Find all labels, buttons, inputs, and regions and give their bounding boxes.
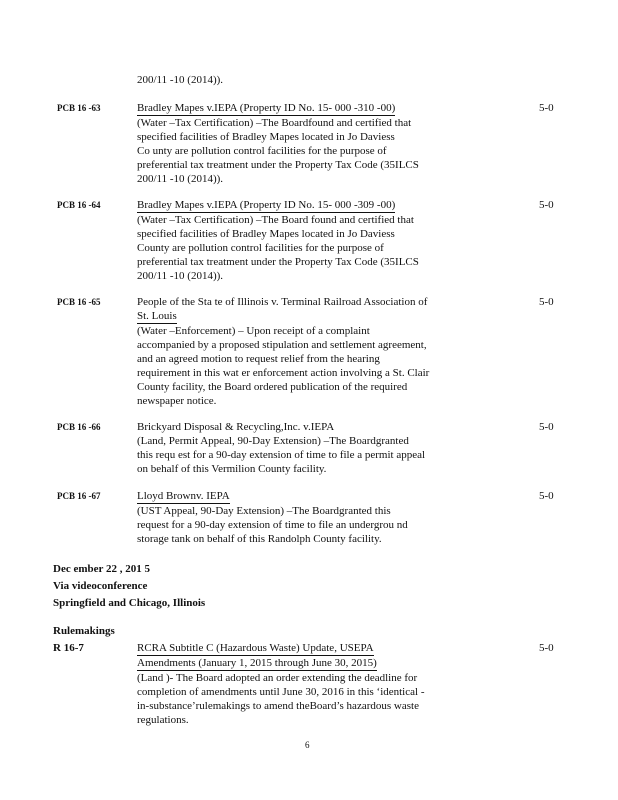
case-description: (Water –Tax Certification) –The Board found and certified that specified facilities of Bradley Mapes located in Jo Daviess County are pollution control facilities for the purpose of preferential tax treatment under the Property Tax Code (35ILCS 200/11 -10 (2014)).: [137, 214, 419, 282]
rulemaking-number: R 16-7: [53, 642, 84, 654]
case-description: (UST Appeal, 90-Day Extension) –The Boardgranted this request for a 90-day extension of time to file an undergrou nd storage tank on behalf of this Randolph County facility.: [137, 505, 408, 545]
case-title: Brickyard Disposal & Recycling,Inc. v.IEPA: [137, 421, 335, 433]
case-description: (Water –Tax Certification) –The Boardfound and certified that specified facilities of Bradley Mapes located in Jo Daviess Co unty are pollution control facilities for the purpose of preferential tax treatment under the Property Tax Code (35ILCS 200/11 -10 (2014)).: [137, 117, 419, 185]
meeting-header: [53, 561, 205, 612]
rulemaking-title-line2: Amendments (January 1, 2015 through June 30, 2015): [137, 657, 377, 669]
vote-count: 5-0: [539, 421, 554, 433]
case-title: St. Louis: [137, 310, 177, 322]
case-title: Bradley Mapes v.IEPA (Property ID No. 15- 000 -309 -00): [137, 199, 396, 211]
vote-count: 5-0: [539, 490, 554, 502]
meeting-via: Via videoconference: [53, 580, 148, 592]
case-number: PCB 16 -64: [57, 200, 101, 210]
case-number: PCB 16 -66: [57, 422, 101, 432]
continuation-text: 200/11 -10 (2014)).: [137, 74, 224, 86]
case-number: PCB 16 -63: [57, 103, 101, 113]
case-title: Bradley Mapes v.IEPA (Property ID No. 15- 000 -310 -00): [137, 102, 396, 114]
case-title: Lloyd Brownv. IEPA: [137, 490, 230, 502]
page-number: 6: [305, 740, 310, 750]
meeting-location: Springfield and Chicago, Illinois: [53, 597, 206, 609]
vote-count: 5-0: [539, 642, 554, 654]
meeting-date: Dec ember 22 , 201 5: [53, 563, 150, 575]
rulemaking-title-line1: RCRA Subtitle C (Hazardous Waste) Update, USEPA: [137, 642, 374, 654]
case-description: (Land, Permit Appeal, 90-Day Extension) –The Boardgranted this requ est for a 90-day extension of time to file a permit appeal on behalf of this Vermilion County facility.: [137, 435, 426, 475]
vote-count: 5-0: [539, 102, 554, 114]
vote-count: 5-0: [539, 296, 554, 308]
section-heading: Rulemakings: [53, 625, 115, 637]
case-number: PCB 16 -65: [57, 297, 101, 307]
case-description: (Water –Enforcement) – Upon receipt of a complaint accompanied by a proposed stipulation and settlement agreement, and an agreed motion to request relief from the hearing requirement in this wat er enforcement action involving a St. Clair County facility, the Board ordered publication of the required newspaper notice.: [137, 325, 430, 407]
case-title-line: People of the Sta te of Illinois v. Terminal Railroad Association of: [137, 296, 428, 308]
vote-count: 5-0: [539, 199, 554, 211]
rulemaking-description: (Land )- The Board adopted an order extending the deadline for completion of amendments until June 30, 2016 in this ‘identical - in-substance’rulemakings to amend theBoard’s hazardous waste regulations.: [137, 672, 425, 726]
case-number: PCB 16 -67: [57, 491, 101, 501]
